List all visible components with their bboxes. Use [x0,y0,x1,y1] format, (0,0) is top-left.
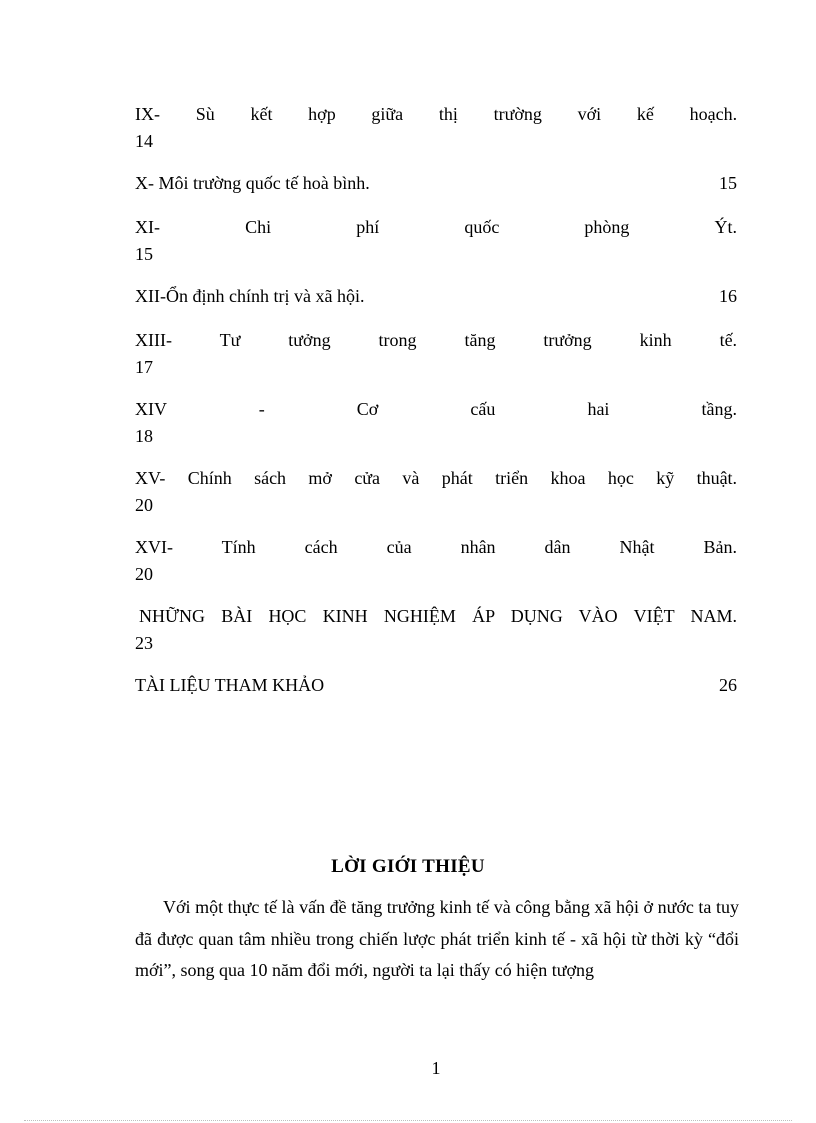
toc-entry-xv [135,464,737,518]
section-heading: LỜI GIỚI THIỆU [331,856,485,877]
toc-entry-title: XVI- Tính cách của nhân dân Nhật Bản. [135,537,737,557]
toc-page-number: 20 [135,564,153,584]
toc-entry-title: XIV - Cơ cấu hai tầng. [135,399,737,419]
toc-page-number: 15 [719,173,737,193]
toc-entry-xi [135,213,737,267]
toc-entry-xvi [135,533,737,587]
toc-entry-title: XV- Chính sách mở cửa và phát triển khoa học kỹ thuật. [135,468,737,488]
toc-entry-xiii [135,326,737,380]
toc-entry-title: XII-Ổn định chính trị và xã hội. [135,286,365,306]
toc-page-number: 20 [135,495,153,515]
toc-entry-references [135,671,737,699]
toc-entry-xiv [135,395,737,449]
toc-entry-xii [135,282,737,310]
toc-page-number: 18 [135,426,153,446]
toc-page-number: 16 [719,286,737,306]
toc-entry-title: IX- Sù kết hợp giữa thị trường với kế hoạch. [135,104,737,124]
toc-page-number: 17 [135,357,153,377]
intro-paragraph-block [135,892,739,987]
toc-page-number: 23 [135,633,153,653]
toc-entry-title: X- Môi trường quốc tế hoà bình. [135,173,370,193]
toc-entry-title: XIII- Tư tưởng trong tăng trưởng kinh tế. [135,330,737,350]
toc-entry-x [135,169,737,197]
footer-divider [24,1120,792,1121]
intro-paragraph: Với một thực tế là vấn đề tăng trưởng kinh tế và công bằng xã hội ở nước ta tuy đã được quan tâm nhiều trong chiến lược phát triển kinh tế - xã hội từ thời kỳ “đổi mới”, song qua 10 năm đổi mới, người ta lại thấy có hiện tượng [135,897,739,980]
table-of-contents [135,100,737,715]
toc-entry-title: TÀI LIỆU THAM KHẢO [135,675,325,695]
toc-entry-title: XI- Chi phí quốc phòng Ýt. [135,217,737,237]
toc-page-number: 26 [719,675,737,695]
toc-entry-title: NHỮNG BÀI HỌC KINH NGHIỆM ÁP DỤNG VÀO VIỆT NAM. [139,606,737,626]
toc-entry-ix [135,100,737,154]
toc-entry-lessons [135,602,737,656]
toc-page-number: 14 [135,131,153,151]
page-number: 1 [431,1058,441,1078]
toc-page-number: 15 [135,244,153,264]
